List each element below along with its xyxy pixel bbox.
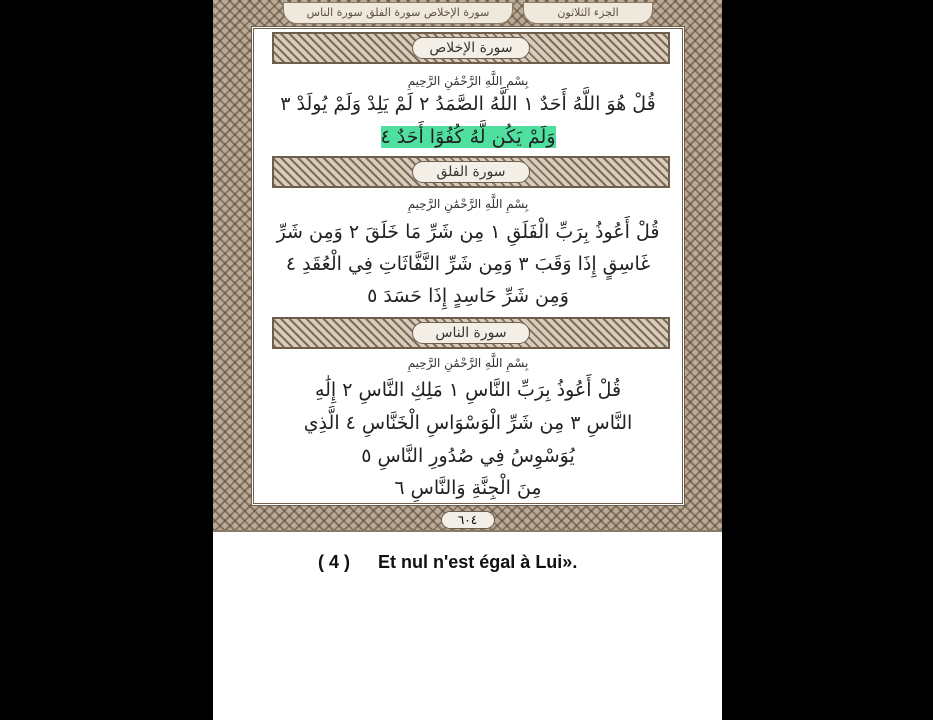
verse-line: مِنَ الْجِنَّةِ وَالنَّاسِ ٦ xyxy=(394,477,542,499)
mushaf-page-frame xyxy=(213,0,722,532)
basmala: بِسْمِ اللَّهِ الرَّحْمَٰنِ الرَّحِيمِ xyxy=(407,356,529,370)
page-number: ٦٠٤ xyxy=(441,511,495,529)
surah-title: سورة الفلق xyxy=(412,161,530,183)
verse-number: ( 4 ) xyxy=(318,552,351,572)
verse-line-highlighted xyxy=(254,126,682,148)
verse-line: يُوَسْوِسُ فِي صُدُورِ النَّاسِ ٥ xyxy=(361,445,575,467)
surah-title: سورة الناس xyxy=(412,322,530,344)
translation-text: Et nul n'est égal à Lui». xyxy=(378,552,578,572)
verse-line: قُلْ أَعُوذُ بِرَبِّ الْفَلَقِ ١ مِن شَرِّ مَا خَلَقَ ٢ وَمِن شَرِّ xyxy=(276,221,660,243)
basmala: بِسْمِ اللَّهِ الرَّحْمَٰنِ الرَّحِيمِ xyxy=(407,74,529,88)
surah-banner-falaq xyxy=(272,156,670,188)
verse-line: وَمِن شَرِّ حَاسِدٍ إِذَا حَسَدَ ٥ xyxy=(367,285,569,307)
verse-line: قُلْ هُوَ اللَّهُ أَحَدٌ ١ اللَّهُ الصَّمَدُ ٢ لَمْ يَلِدْ وَلَمْ يُولَدْ ٣ xyxy=(280,93,656,115)
basmala: بِسْمِ اللَّهِ الرَّحْمَٰنِ الرَّحِيمِ xyxy=(407,197,529,211)
header-juz: الجزء الثلاثون xyxy=(523,2,653,24)
highlighted-verse: وَلَمْ يَكُن لَّهُ كُفُوًا أَحَدٌ ٤ xyxy=(380,126,556,148)
verse-line: النَّاسِ ٣ مِن شَرِّ الْوَسْوَاسِ الْخَنَّاسِ ٤ الَّذِي xyxy=(303,412,633,434)
verse-line: قُلْ أَعُوذُ بِرَبِّ النَّاسِ ١ مَلِكِ النَّاسِ ٢ إِلَٰهِ xyxy=(314,379,622,401)
verse-line: غَاسِقٍ إِذَا وَقَبَ ٣ وَمِن شَرِّ النَّفَّاثَاتِ فِي الْعُقَدِ ٤ xyxy=(285,253,651,275)
surah-banner-ikhlas xyxy=(272,32,670,64)
page-panel xyxy=(213,0,722,720)
header-surah-names: سورة الإخلاص سورة الفلق سورة الناس xyxy=(283,2,513,24)
surah-banner-nas xyxy=(272,317,670,349)
page-text-area xyxy=(251,26,685,506)
surah-title: سورة الإخلاص xyxy=(412,37,530,59)
